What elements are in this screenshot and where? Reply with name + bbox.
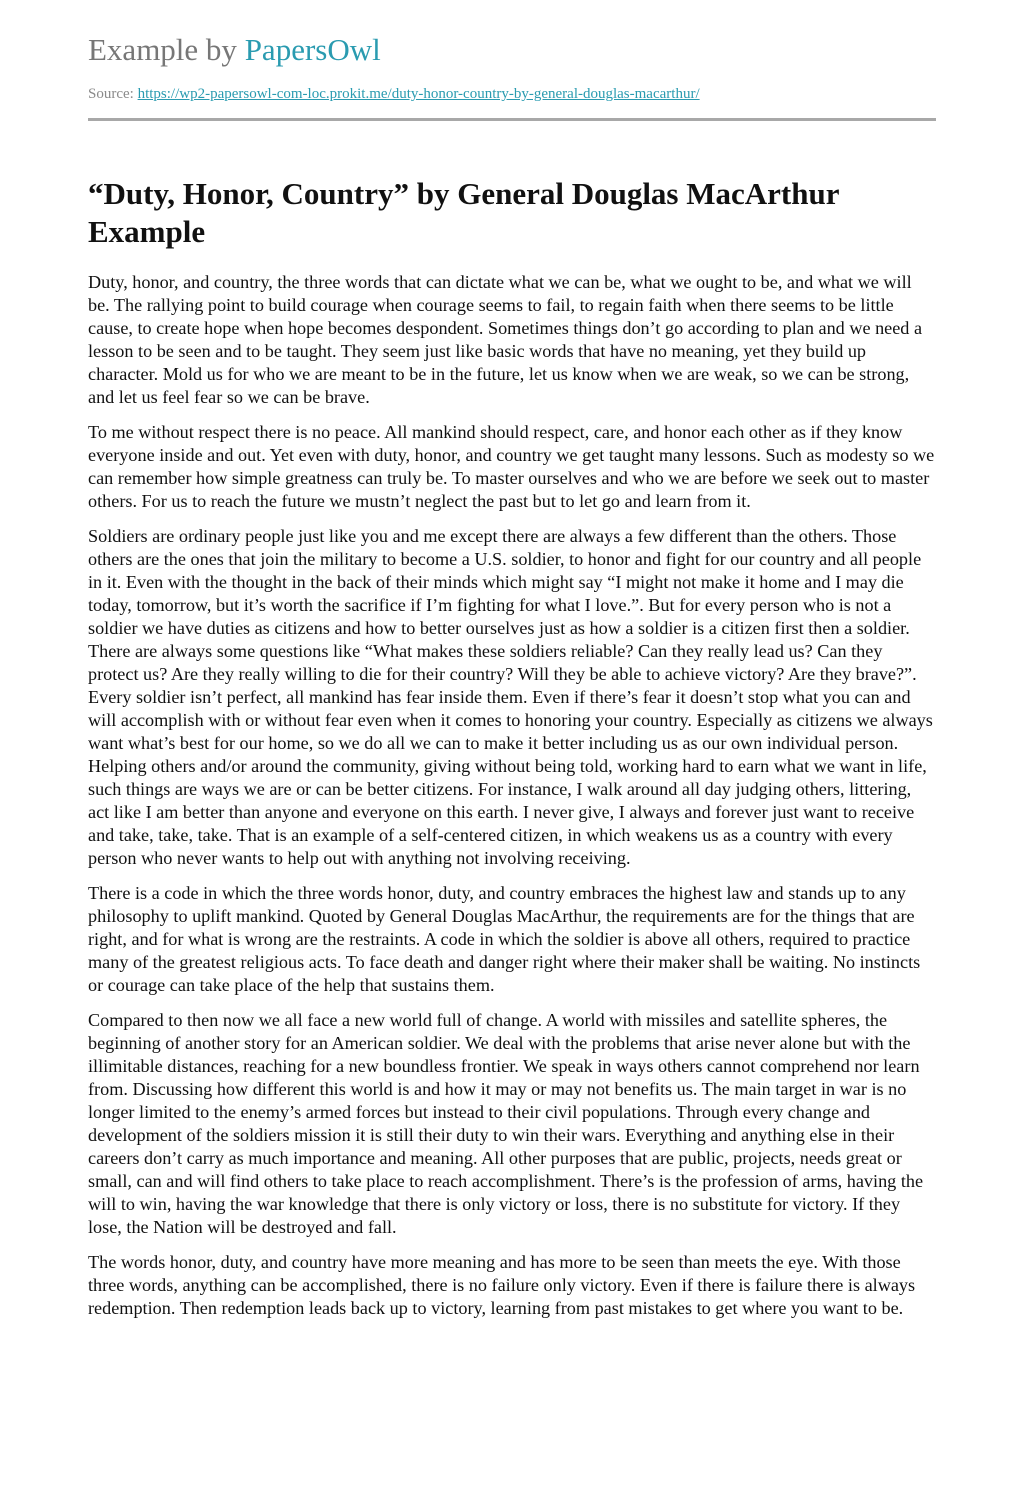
article-title: “Duty, Honor, Country” by General Douglas MacArthur Example bbox=[88, 176, 839, 249]
paragraph-5: Compared to then now we all face a new world full of change. A world with missiles and satellite spheres, the beginning of another story for an American soldier. We deal with the problems that arise never alone but with the illimitable distances, reaching for a new boundless frontier. We speak in ways others cannot comprehend nor learn from. Discussing how different this world is and how it may or may not benefits us. The main target in war is no longer limited to the enemy’s armed forces but instead to their civil populations. Through every change and development of the soldiers mission it is still their duty to win their wars. Everything and anything else in their careers don’t carry as much importance and meaning. All other purposes that are public, projects, needs great or small, can and will find others to take place to reach accomplishment. There’s is the profession of arms, having the will to win, having the war knowledge that there is only victory or loss, there is no substitute for victory. If they lose, the Nation will be destroyed and fall. bbox=[88, 1010, 924, 1237]
brand-header bbox=[88, 30, 936, 70]
brand-prefix: Example by bbox=[88, 32, 245, 67]
header-divider bbox=[88, 118, 936, 121]
source-label: Source: bbox=[88, 86, 138, 102]
brand-name-link[interactable]: PapersOwl bbox=[244, 32, 381, 67]
paragraph-2: To me without respect there is no peace. All mankind should respect, care, and honor each other as if they know everyone inside and out. Yet even with duty, honor, and country we get taught many lessons. Such as modesty so we can remember how simple greatness can truly be. To master ourselves and who we are before we seek out to master others. For us to reach the future we mustn’t neglect the past but to let go and learn from it. bbox=[88, 422, 935, 511]
source-line bbox=[88, 84, 936, 104]
paragraph-6: The words honor, duty, and country have more meaning and has more to be seen than meets the eye. With those three words, anything can be accomplished, there is no failure only victory. Even if there is failure there is always redemption. Then redemption leads back up to victory, learning from past mistakes to get where you want to be. bbox=[88, 1252, 916, 1318]
paragraph-4: There is a code in which the three words honor, duty, and country embraces the highest law and stands up to any philosophy to uplift mankind. Quoted by General Douglas MacArthur, the requirements are for the things that are right, and for what is wrong are the restraints. A code in which the soldier is above all others, required to practice many of the greatest religious acts. To face death and danger right where their maker shall be waiting. No instincts or courage can take place of the help that sustains them. bbox=[88, 883, 921, 995]
paragraph-1: Duty, honor, and country, the three words that can dictate what we can be, what we ought to be, and what we will be. The rallying point to build courage when courage seems to fail, to regain faith when there seems to be little cause, to create hope when hope becomes despondent. Sometimes things don’t go according to plan and we need a lesson to be seen and to be taught. They seem just like basic words that have no meaning, yet they build up character. Mold us for who we are meant to be in the future, let us know when we are weak, so we can be strong, and let us feel fear so we can be brave. bbox=[88, 272, 923, 407]
paragraph-3: Soldiers are ordinary people just like you and me except there are always a few different than the others. Those others are the ones that join the military to become a U.S. soldier, to honor and fight for our country and all people in it. Even with the thought in the back of their minds which might say “I might not make it home and I may die today, tomorrow, but it’s worth the sacrifice if I’m fighting for what I love.”. But for every person who is not a soldier we have duties as citizens and how to better ourselves just as how a soldier is a citizen first then a soldier. There are always some questions like “What makes these soldiers reliable? Can they really lead us? Can they protect us? Are they really willing to die for their country? Will they be able to achieve victory? Are they brave?”. Every soldier isn’t perfect, all mankind has fear inside them. Even if there’s fear it doesn’t stop what you can and will accomplish with or without fear even when it comes to honoring your country. Especially as citizens we always want what’s best for our home, so we do all we can to make it better including us as our own individual person. Helping others and/or around the community, giving without being told, working hard to earn what we want in life, such things are ways we are or can be better citizens. For instance, I walk around all day judging others, littering, act like I am better than anyone and everyone on this earth. I never give, I always and forever just want to receive and take, take, take. That is an example of a self-centered citizen, in which weakens us as a country with every person who never wants to help out with anything not involving receiving. bbox=[88, 526, 933, 868]
source-url-link[interactable]: https://wp2-papersowl-com-loc.prokit.me/duty-honor-country-by-general-douglas-macarthur/ bbox=[137, 86, 700, 102]
